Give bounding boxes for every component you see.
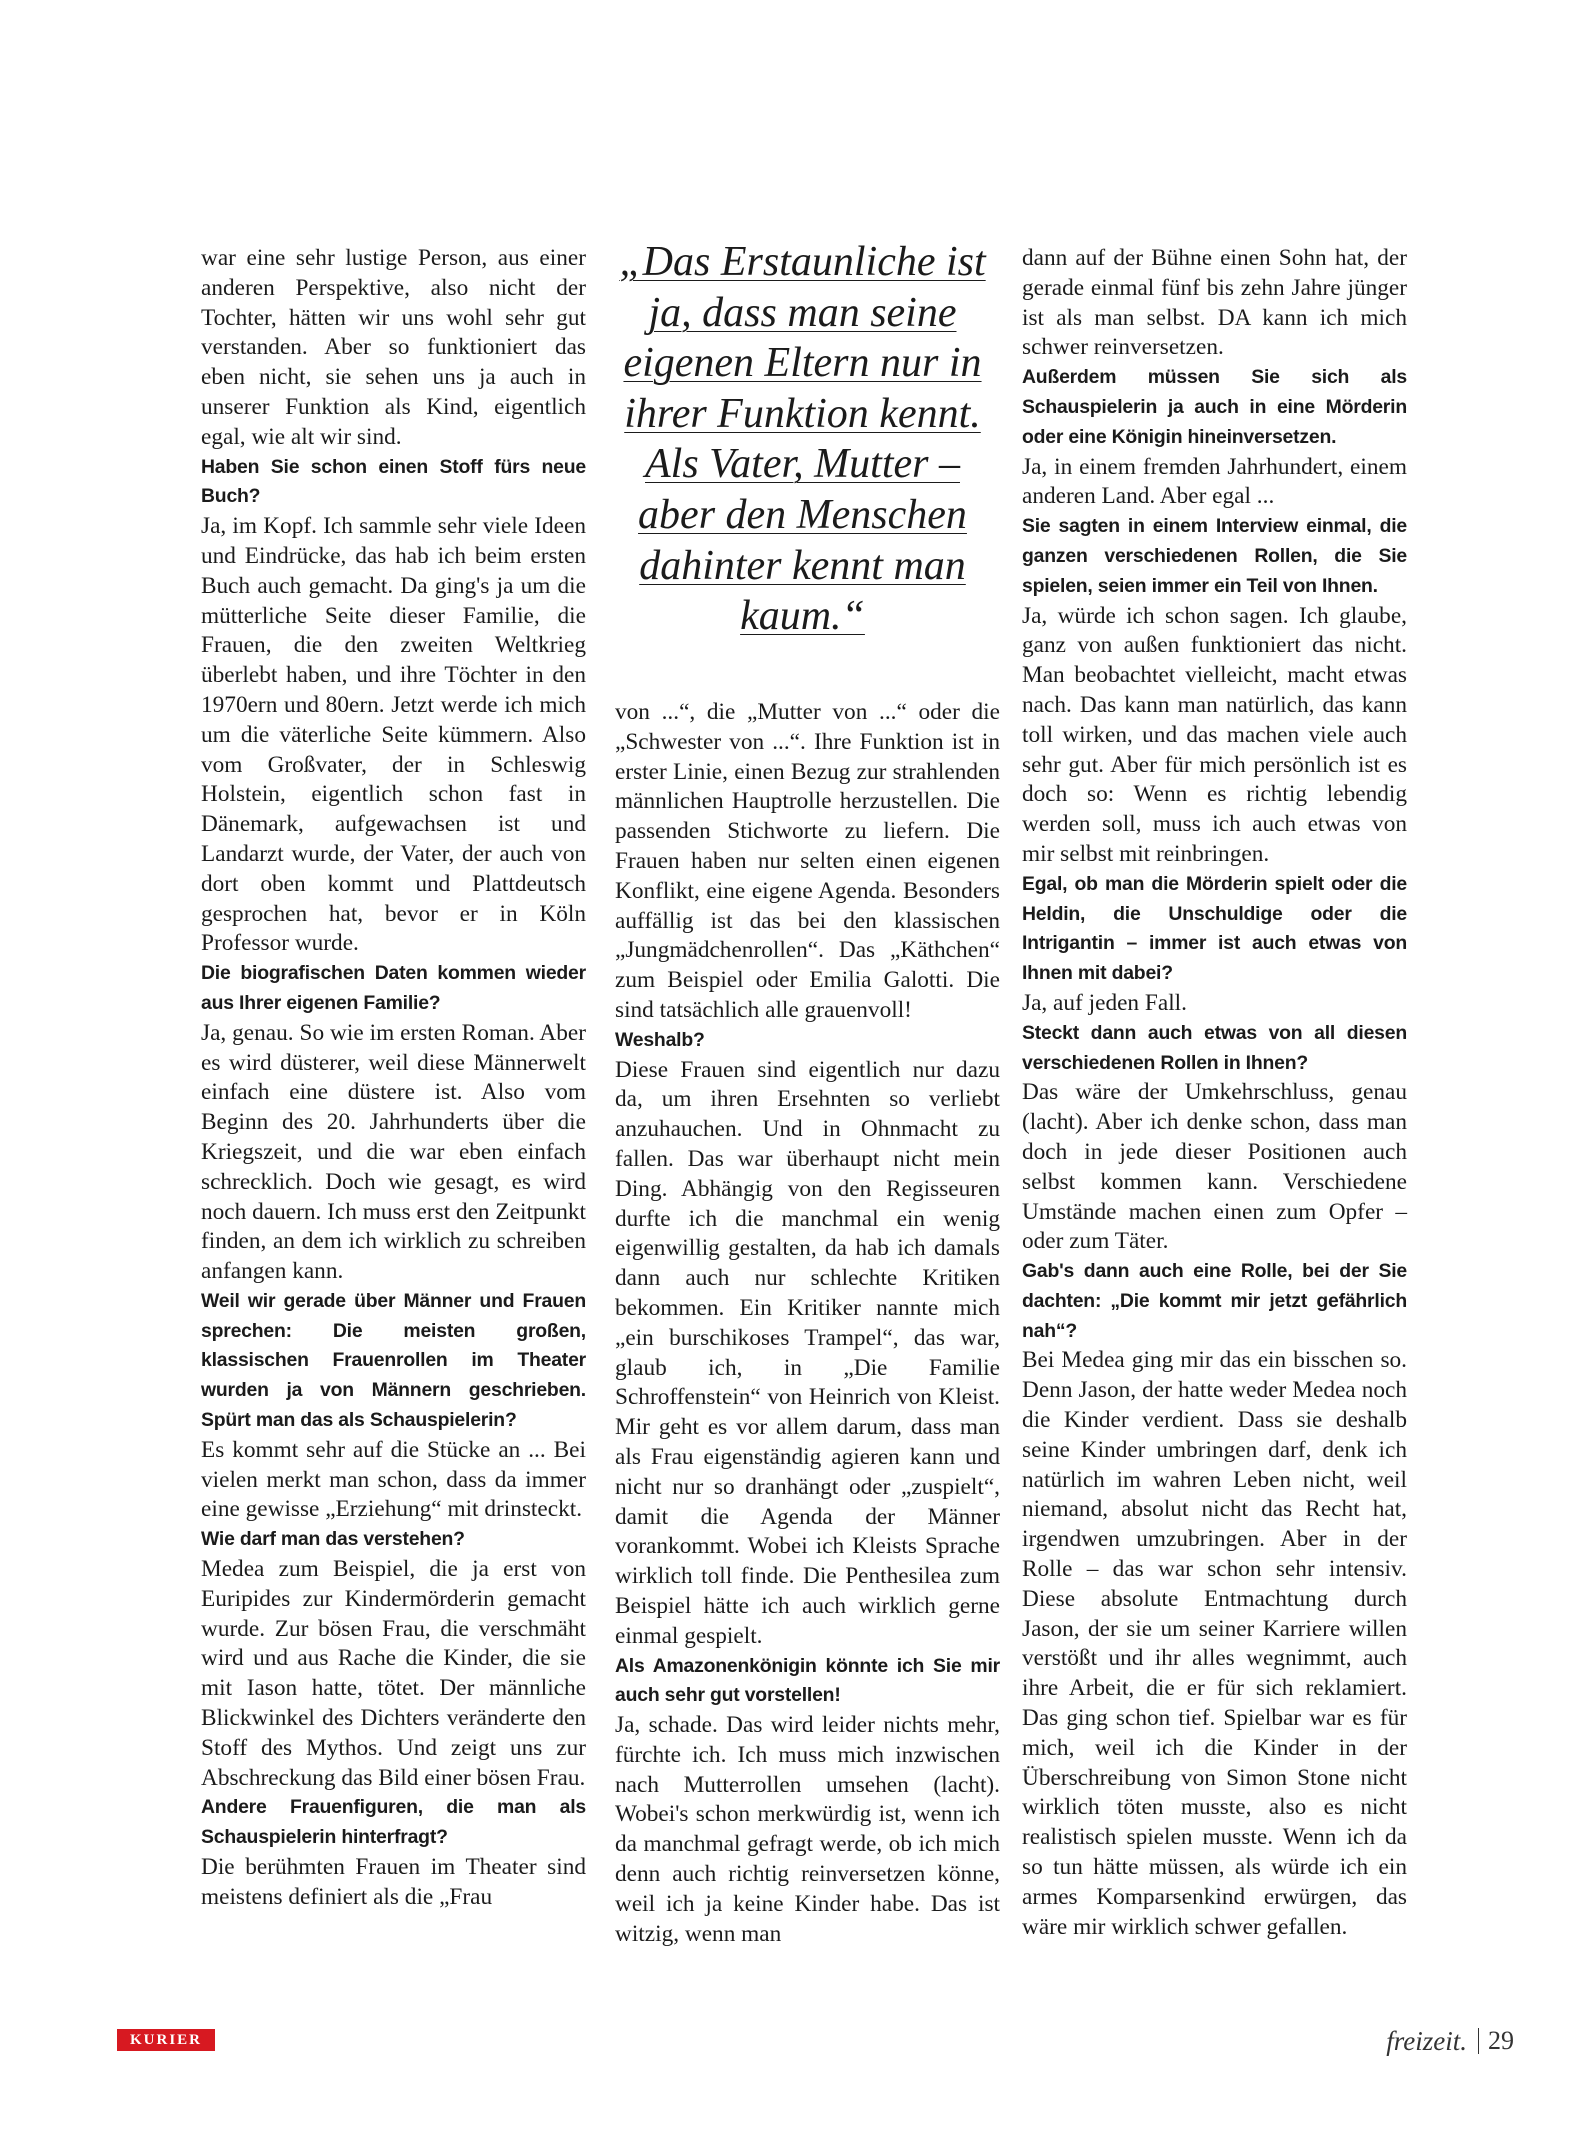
interview-question: Steckt dann auch etwas von all diesen verschiedenen Rollen in Ihnen? <box>1022 1021 1407 1074</box>
interview-question: Außerdem müssen Sie sich als Schauspielerin ja auch in eine Mörderin oder eine Königin hineinversetzen. <box>1022 366 1407 448</box>
interview-answer: Es kommt sehr auf die Stücke an ... Bei vielen merkt man schon, dass da immer eine gewisse „Erziehung“ mit drinsteckt. <box>201 1436 586 1523</box>
interview-answer: Bei Medea ging mir das ein bisschen so. Denn Jason, der hatte weder Medea noch die Kinder verdient. Dass sie deshalb seine Kinder umbringen darf, denk ich natürlich im wahren Leben nicht, weil niemand, absolut nicht das Recht hat, irgendwen umzubringen. Aber in der Rolle – das war schon sehr intensiv. Diese absolute Entmachtung durch Jason, der sie um seiner Karriere willen verstößt und ihr alles wegnimmt, auch ihre Arbeit, die er für sich reklamiert. Das ging schon tief. Spielbar war es für mich, weil ich die Kinder in der Überschreibung von Simon Stone nicht wirklich töten musste, also es nicht realistisch spielen musste. Wenn ich da so tun hätte müssen, als würde ich ein armes Komparsenkind erwürgen, das wäre mir wirklich schwer gefallen. <box>1022 1347 1407 1940</box>
footer-divider <box>1478 2028 1479 2054</box>
interview-question: Weil wir gerade über Männer und Frauen sprechen: Die meisten großen, klassischen Frauenrollen im Theater wurden ja von Männern geschrieben. Spürt man das als Schauspielerin? <box>201 1289 586 1432</box>
interview-answer: Ja, würde ich schon sagen. Ich glaube, ganz von außen funktioniert das nicht. Man beobachtet vielleicht, macht etwas nach. Das kann man natürlich, das kann toll wirken, und das machen viele auch sehr gut. Aber für mich persönlich ist es doch so: Wenn es richtig lebendig werden soll, muss ich auch etwas von mir selbst mit reinbringen. <box>1022 602 1407 867</box>
interview-answer: Ja, genau. So wie im ersten Roman. Aber es wird düsterer, weil diese Männerwelt einfach eine düstere ist. Also vom Beginn des 20. Jahrhunderts über die Kriegszeit, und die war eben einfach schrecklich. Doch wie gesagt, es wird noch dauern. Ich muss erst den Zeitpunkt finden, an dem ich wirklich zu schreiben anfangen kann. <box>201 1019 586 1285</box>
article-column-2 <box>615 698 1000 1949</box>
interview-answer: war eine sehr lustige Person, aus einer anderen Perspektive, also nicht der Tochter, hätten wir uns wohl sehr gut verstanden. Aber so funktioniert das eben nicht, sie sehen uns ja auch in unserer Funktion als Kind, eigentlich egal, wie alt wir sind. <box>201 245 586 450</box>
interview-question: Wie darf man das verstehen? <box>201 1528 465 1551</box>
interview-question: Weshalb? <box>615 1028 705 1051</box>
interview-question: Gab's dann auch eine Rolle, bei der Sie dachten: „Die kommt mir jetzt gefährlich nah“? <box>1022 1260 1407 1342</box>
article-column-1 <box>201 244 586 1913</box>
interview-answer: Ja, auf jeden Fall. <box>1022 989 1187 1016</box>
article-column-3 <box>1022 244 1407 1942</box>
interview-question: Andere Frauenfiguren, die man als Schauspielerin hinterfragt? <box>201 1796 586 1849</box>
pull-quote: „Das Erstaunliche ist ja, dass man seine eigenen Eltern nur in ihrer Funktion kennt. Als Vater, Mutter – aber den Menschen dahinter kennt man kaum.“ <box>619 239 986 640</box>
interview-question: Als Amazonenkönigin könnte ich Sie mir auch sehr gut vorstellen! <box>615 1654 1000 1707</box>
interview-question: Haben Sie schon einen Stoff fürs neue Buch? <box>201 455 586 508</box>
interview-answer: dann auf der Bühne einen Sohn hat, der gerade einmal fünf bis zehn Jahre jünger ist als man selbst. DA kann ich mich schwer reinversetzen. <box>1022 245 1407 361</box>
interview-question: Sie sagten in einem Interview einmal, die ganzen verschiedenen Rollen, die Sie spielen, seien immer ein Teil von Ihnen. <box>1022 515 1407 597</box>
interview-answer: Diese Frauen sind eigentlich nur dazu da, um ihren Ersehnten so verliebt anzuhauchen. Und in Ohnmacht zu fallen. Das war überhaupt nicht mein Ding. Abhängig von den Regisseuren durfte ich die manchmal ein wenig eigenwillig gestalten, da hab ich damals dann auch nur schlechte Kritiken bekommen. Ein Kritiker nannte mich „ein burschikoses Trampel“, das war, glaub ich, in „Die Familie Schroffenstein“ von Heinrich von Kleist. Mir geht es vor allem darum, dass man als Frau eigenständig agieren kann und nicht nur so dranhängt oder „zuspielt“, damit die Agenda der Männer vorankommt. Wobei ich Kleists Sprache wirklich toll finde. Die Penthesilea zum Beispiel hätte ich auch wirklich gerne einmal gespielt. <box>615 1056 1000 1649</box>
page-footer <box>1386 2026 1514 2056</box>
kurier-logo: KURIER <box>117 2029 215 2051</box>
interview-question: Egal, ob man die Mörderin spielt oder die Heldin, die Unschuldige oder die Intrigantin – immer ist auch etwas von Ihnen mit dabei? <box>1022 872 1407 985</box>
interview-answer: Medea zum Beispiel, die ja erst von Euripides zur Kindermörderin gemacht wurde. Zur bösen Frau, die verschmäht wird und aus Rache die Kinder, die sie mit Iason hatte, tötet. Der männliche Blickwinkel des Dichters veränderte den Stoff des Mythos. Und zeigt uns zur Abschreckung das Bild einer bösen Frau. <box>201 1556 586 1791</box>
magazine-name: freizeit. <box>1386 2026 1467 2056</box>
interview-answer: Ja, in einem fremden Jahrhundert, einem anderen Land. Aber egal ... <box>1022 453 1407 510</box>
interview-answer: Ja, im Kopf. Ich sammle sehr viele Ideen und Eindrücke, das hab ich beim ersten Buch auch gemacht. Da ging's ja um die mütterliche Seite dieser Familie, die Frauen, die den zweiten Weltkrieg überlebt haben, und ihre Töchter in den 1970ern und 80ern. Jetzt werde ich mich um die väterliche Seite kümmern. Also vom Großvater, der in Schleswig Holstein, eigentlich schon fast in Dänemark, aufgewachsen ist und Landarzt wurde, der Vater, der auch von dort oben kommt und Plattdeutsch gesprochen hat, bevor er in Köln Professor wurde. <box>201 513 586 957</box>
interview-answer: von ...“, die „Mutter von ...“ oder die „Schwester von ...“. Ihre Funktion ist in erster Linie, einen Bezug zur strahlenden männlichen Hauptrolle herzustellen. Die passenden Stichworte zu liefern. Die Frauen haben nur selten einen eigenen Konflikt, eine eigene Agenda. Besonders auffällig ist das bei den klassischen „Jungmädchenrollen“. Das „Käthchen“ zum Beispiel oder Emilia Galotti. Die sind tatsächlich alle grauenvoll! <box>615 699 1000 1023</box>
interview-question: Die biografischen Daten kommen wieder aus Ihrer eigenen Familie? <box>201 962 586 1014</box>
interview-answer: Das wäre der Umkehrschluss, genau (lacht). Aber ich denke schon, dass man doch in jede dieser Positionen auch selbst kommen kann. Verschiedene Umstände machen einen zum Opfer – oder zum Täter. <box>1022 1079 1407 1255</box>
interview-answer: Ja, schade. Das wird leider nichts mehr, fürchte ich. Ich muss mich inzwischen nach Mutterrollen umsehen (lacht). Wobei's schon merkwürdig ist, wenn ich da manchmal gefragt werde, ob ich mich denn auch richtig reinversetzen könne, weil ich ja keine Kinder habe. Das ist witzig, wenn man <box>615 1712 1000 1947</box>
page-number: 29 <box>1488 2026 1514 2055</box>
interview-answer: Die berühmten Frauen im Theater sind meistens definiert als die „Frau <box>201 1854 586 1910</box>
